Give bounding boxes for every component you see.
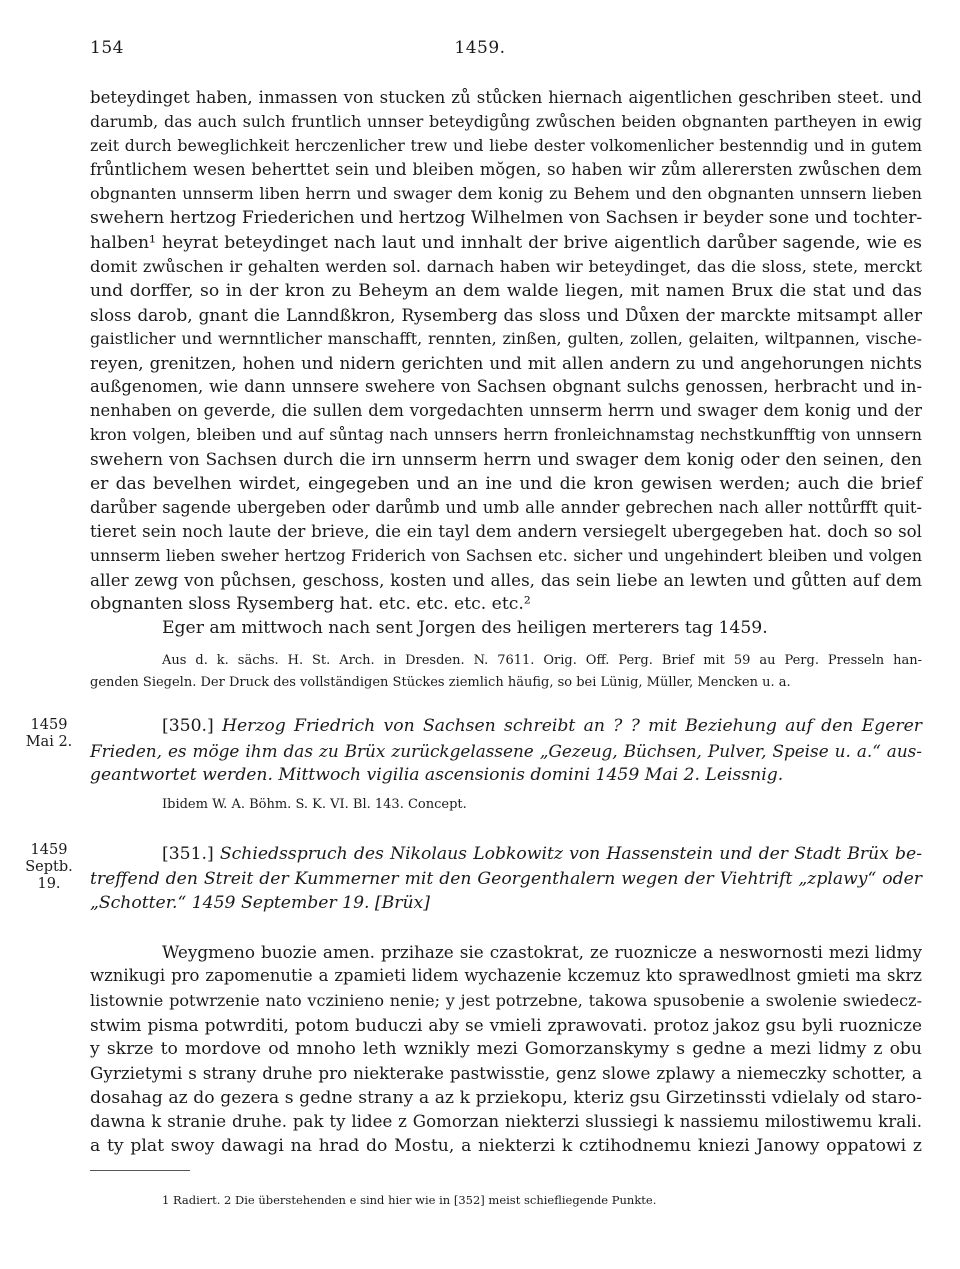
entry-number: [351.] (162, 844, 214, 864)
text-line: sloss darob, gnant die Lanndßkron, Rysemberg das sloss und Důxen der marckte mitsampt aller (90, 304, 922, 325)
text-line: außgenomen, wie dann unnsere swehere von Sachsen obgnant sulchs genossen, herbracht und in- (90, 377, 922, 397)
entry-line (90, 714, 922, 739)
entry-text: Herzog Friedrich von Sachsen schreibt an ? ? mit Beziehung auf den Egerer (221, 716, 922, 736)
text-line: und dorffer, so in der kron zu Beheym an dem walde liegen, mit namen Brux die stat und das (90, 280, 922, 301)
text-line: swehern hertzog Friederichen und hertzog Wilhelmen von Sachsen ir beyder sone und tochter- (90, 208, 923, 229)
entry-line: geantwortet werden. Mittwoch vigilia ascensionis domini 1459 Mai 2. Leissnig. (90, 765, 784, 785)
page-number: 154 (90, 38, 124, 58)
text-line: Gyrzietymi s strany druhe pro niekterake pastwisstie, genz slowe zplawy a niemeczky schotter, a (90, 1063, 922, 1084)
source-note (90, 650, 922, 694)
text-line: wznikugi pro zapomenutie a zpamieti lidem wychazenie kczemuz kto sprawedlnost gmieti ma skrz (90, 966, 922, 986)
entry-line: treffend den Streit der Kummerner mit den Georgenthalern wegen der Viehtrift „zplawy“ oder (90, 868, 922, 889)
text-line: frůntlichem wesen beherttet sein und bleiben mŏgen, so haben wir zům allerersten zwůschen dem (90, 160, 922, 180)
entry-line: Frieden, es möge ihm das zu Brüx zurückgelassene „Gezeug, Büchsen, Pulver, Speise u. a.“ aus- (90, 740, 922, 761)
text-line: listownie potwrzenie nato vczinieno nenie; y jest potrzebne, takowa spusobenie a swolenie swiedecz- (90, 990, 922, 1010)
text-line: beteydinget haben, inmassen von stucken zů stůcken hiernach aigentlichen geschriben steet. und (90, 88, 922, 107)
text-line: unnserm lieben sweher hertzog Friderich von Sachsen etc. sicher und ungehindert bleiben und volgen (90, 545, 922, 565)
text-line: dawna k stranie druhe. pak ty lidee z Gomorzan niekterzi slussiegi k nassiemu milostiwemu krali. (90, 1112, 922, 1132)
entry-text: Schiedsspruch des Nikolaus Lobkowitz von Hassenstein und der Stadt Brüx be- (219, 844, 922, 864)
text-line: Weygmeno buozie amen. przihaze sie czastokrat, ze ruoznicze a neswornosti mezi lidmy (162, 942, 922, 962)
text-line: kron volgen, bleiben und auf sůntag nach unnsers herrn fronleichnamstag nechstkunfftig von unnsern (90, 425, 922, 445)
entry-350-heading (90, 714, 922, 788)
running-header-year: 1459. (454, 38, 506, 58)
entry-line: „Schotter.“ 1459 September 19. [Brüx] (90, 893, 430, 913)
text-line: gaistlicher und wernntlicher manschafft, rennten, zinßen, gulten, zollen, gelaiten, wiltpannen, vische- (90, 328, 922, 348)
entry-350-source: Ibidem W. A. Böhm. S. K. VI. Bl. 143. Concept. (162, 797, 467, 812)
margin-date-350 (18, 717, 80, 751)
text-line: a ty plat swoy dawagi na hrad do Mostu, a niekterzi k cztihodnemu kniezi Janowy oppatowi z (90, 1136, 922, 1157)
text-line: zeit durch beweglichkeit herczenlicher trew und liebe dester volkomenlicher bestenndig und in gutem (90, 136, 922, 156)
margin-day: Mai 2. (25, 734, 73, 750)
czech-text-block (90, 940, 922, 1159)
text-line: reyen, grenitzen, hohen und nidern gerichten und mit allen andern zu und angehorungen nichts (90, 353, 922, 374)
text-line: obgnanten sloss Rysemberg hat. etc. etc. etc. etc.² (90, 593, 531, 614)
text-line: aller zewg von půchsen, geschoss, kosten und alles, das sein liebe an lewten und gůtten auf dem (90, 569, 922, 590)
margin-date-351 (18, 842, 80, 893)
text-line: stwim pisma potwrditi, potom buduczi aby se vmieli zprawovati. protoz jakoz gsu byli ruoznicze (90, 1014, 922, 1035)
source-note-line: Aus d. k. sächs. H. St. Arch. in Dresden. N. 7611. Orig. Off. Perg. Brief mit 59 au Perg. Presseln han- (162, 653, 922, 668)
footnotes: 1 Radiert. 2 Die überstehenden e sind hier wie in [352] meist schiefliegende Punkte. (162, 1193, 657, 1207)
text-line: y skrze to mordove od mnoho leth wznikly mezi Gomorzanskymy s gedne a mezi lidmy z obu (90, 1039, 922, 1060)
margin-day: Septb. 19. (25, 859, 73, 892)
text-line: darumb, das auch sulch fruntlich unnser beteydigůng zwůschen beiden obgnanten partheyen in ewig (90, 112, 922, 132)
entry-351-heading (90, 842, 922, 916)
text-line: nenhaben on geverde, die sullen dem vorgedachten unnserm herrn und swager dem konig und der (90, 401, 922, 421)
margin-year: 1459 (30, 717, 68, 733)
footnote-divider (90, 1170, 190, 1171)
text-line: er das bevelhen wirdet, eingegeben und an ine und die kron gewisen werden; auch die brief (90, 473, 922, 494)
text-line: halben¹ heyrat beteydinget nach laut und innhalt der brive aigentlich darůber sagende, wie es (90, 232, 922, 253)
text-line: dosahag az do gezera s gedne strany a az k prziekopu, kteriz gsu Girzetinssti vdielaly od staro- (90, 1087, 922, 1108)
text-line: swehern von Sachsen durch die irn unnserm herrn und swager dem konig oder den seinen, den (90, 449, 922, 470)
text-line: obgnanten unnserm liben herrn und swager dem konig zu Behem und den obgnanten unnsern lieben (90, 184, 922, 204)
margin-year: 1459 (30, 842, 68, 858)
entry-number: [350.] (162, 716, 214, 736)
entry-line (90, 842, 922, 867)
closing-line: Eger am mittwoch nach sent Jorgen des heiligen merterers tag 1459. (162, 618, 768, 639)
text-line: tieret sein noch laute der brieve, die ein tayl dem andern versiegelt ubergegeben hat. doch so sol (90, 521, 922, 541)
text-line: darůber sagende ubergeben oder darůmb und umb alle annder gebrechen nach aller nottůrfft quit- (90, 497, 922, 517)
main-text-block (90, 86, 922, 640)
source-note-line: genden Siegeln. Der Druck des vollständigen Stückes ziemlich häufig, so bei Lünig, Müller, Mencken u. a. (90, 675, 791, 690)
text-line: domit zwůschen ir gehalten werden sol. darnach haben wir beteydinget, das die sloss, stete, merckt (90, 256, 922, 276)
